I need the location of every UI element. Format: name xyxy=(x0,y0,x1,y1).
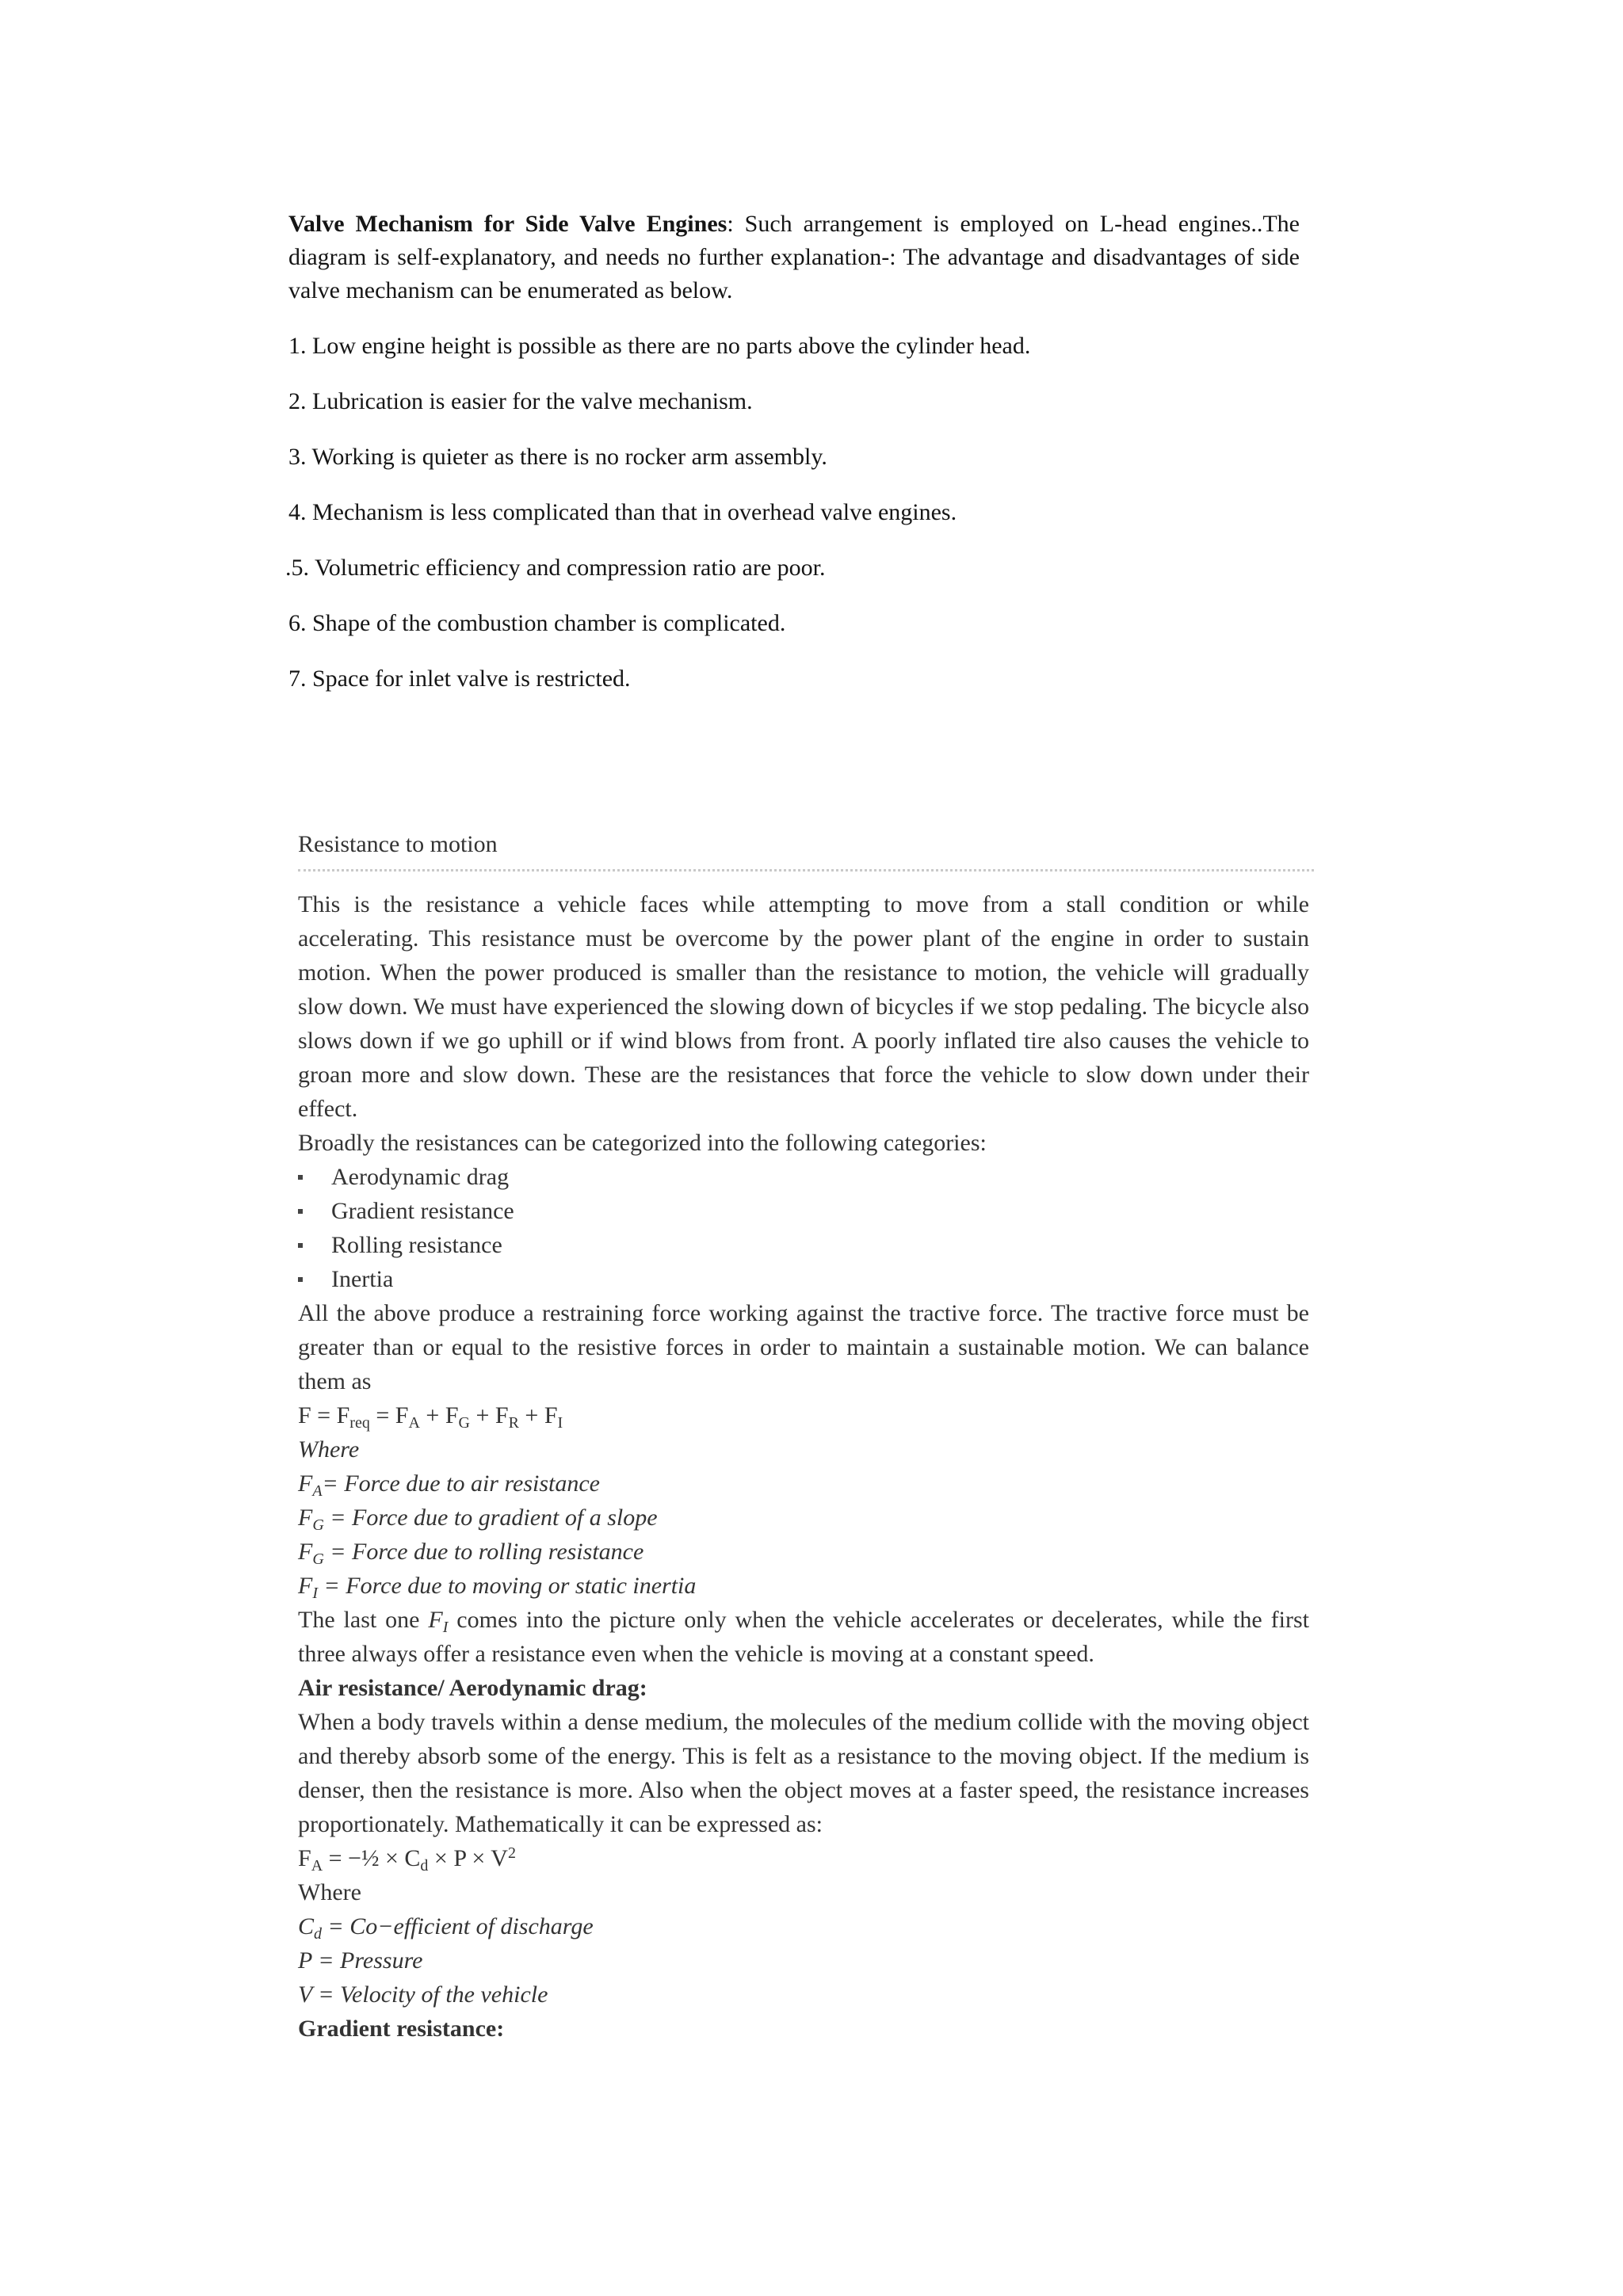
list-item: Rolling resistance xyxy=(298,1228,1309,1262)
valve-intro-paragraph xyxy=(288,208,1300,307)
section-heading: Resistance to motion xyxy=(298,831,498,857)
list-item: 7. Space for inlet valve is restricted. xyxy=(288,666,631,692)
valve-mechanism-section xyxy=(285,208,1300,718)
list-item: .5. Volumetric efficiency and compression ratio are poor. xyxy=(285,555,826,581)
categories-intro: Broadly the resistances can be categorized into the following categories: xyxy=(298,1130,987,1156)
list-item: 4. Mechanism is less complicated than that in overhead valve engines. xyxy=(288,499,957,525)
list-item: 6. Shape of the combustion chamber is complicated. xyxy=(288,610,786,636)
where-label: Where xyxy=(298,1879,361,1905)
dotted-divider xyxy=(298,869,1314,871)
valve-intro-text: : Such arrangement is employed on L-head engines..The diagram is self-explanatory, and needs no further explanation-: The advantage and disadvantages of side valve mechanism can be enumerated as below. xyxy=(288,211,1300,303)
definition-line: $F_A=$ Force due to air resistance xyxy=(298,1470,600,1500)
list-item: Aerodynamic drag xyxy=(298,1160,1309,1194)
list-item: 3. Working is quieter as there is no rocker arm assembly. xyxy=(288,444,827,470)
variable-line: P = Pressure xyxy=(298,1947,423,1974)
where-label: Where xyxy=(298,1436,360,1463)
list-item: Gradient resistance xyxy=(298,1194,1309,1228)
resistance-intro-paragraph: This is the resistance a vehicle faces while attempting to move from a stall condition or while accelerating. This resistance must be overcome by the power plant of the engine in order to sustain motion. When the power produced is smaller than the resistance to motion, the vehicle will gradually slow down. We must have experienced the slowing down of bicycles if we stop pedaling. The bicycle also slows down if we go uphill or if wind blows from front. A poorly inflated tire also causes the vehicle to groan more and slow down. These are the resistances that force the vehicle to slow down under their effect. xyxy=(298,891,1309,1122)
list-item: 2. Lubrication is easier for the valve mechanism. xyxy=(288,388,753,414)
inertia-paragraph: The last one $F_I$ comes into the picture only when the vehicle accelerates or decelerates, while the first three always offer a resistance even when the vehicle is moving at a constant speed. xyxy=(298,1607,1309,1667)
list-item: 1. Low engine height is possible as there are no parts above the cylinder head. xyxy=(288,333,1031,359)
drag-formula: $F_A$ = −½ × $C_d \times P \times V^2$ xyxy=(298,1844,516,1875)
valve-title: Valve Mechanism for Side Valve Engines xyxy=(288,211,727,237)
air-resistance-heading: Air resistance/ Aerodynamic drag: xyxy=(298,1675,647,1701)
resistance-section xyxy=(298,827,1309,2046)
categories-list xyxy=(298,1160,1309,1296)
variable-line: $C_d$ = Co−efficient of discharge xyxy=(298,1913,594,1943)
definition-line: $F_G$ = Force due to gradient of a slope xyxy=(298,1505,658,1534)
definition-line: $F_G$ = Force due to rolling resistance xyxy=(298,1539,644,1568)
list-item: Inertia xyxy=(298,1262,1309,1296)
definition-line: $F_I$ = Force due to moving or static inertia xyxy=(298,1573,697,1602)
balance-paragraph: All the above produce a restraining force working against the tractive force. The tractive force must be greater than or equal to the resistive forces in order to maintain a sustainable motion. We can balance them as xyxy=(298,1300,1309,1394)
force-equation: $F = F_{req} = F_A + F_G + F_R + F_I$ xyxy=(298,1402,563,1432)
gradient-resistance-heading: Gradient resistance: xyxy=(298,2016,505,2042)
variable-line: V = Velocity of the vehicle xyxy=(298,1981,548,2008)
air-resistance-paragraph: When a body travels within a dense medium, the molecules of the medium collide with the moving object and thereby absorb some of the energy. This is felt as a resistance to the moving object. If the medium is denser, then the resistance is more. Also when the object moves at a faster speed, the resistance increases proportionately. Mathematically it can be expressed as: xyxy=(298,1709,1309,1837)
